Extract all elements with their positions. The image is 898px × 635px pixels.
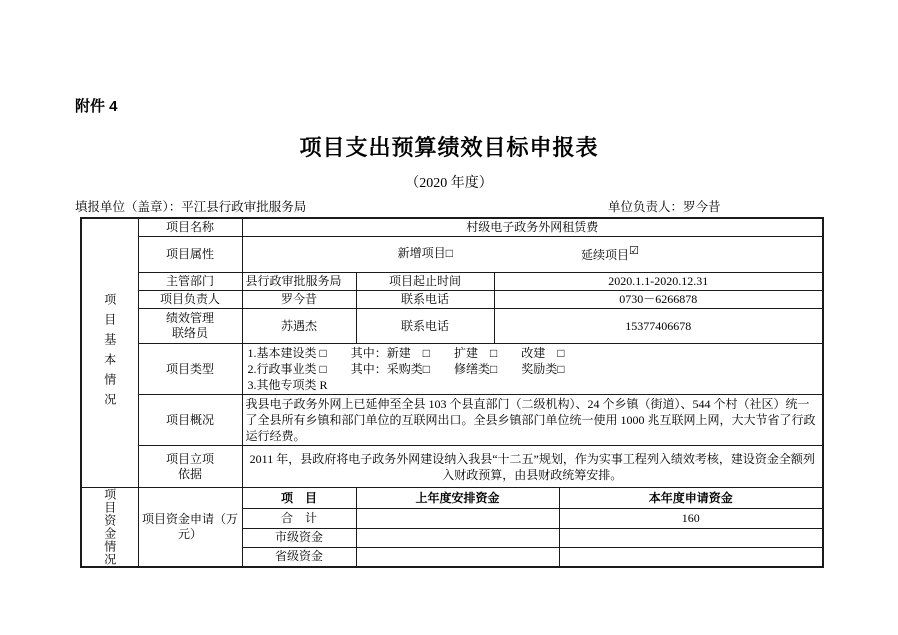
row-overview xyxy=(81,395,823,446)
project-type-line1: 1.基本建设类 □ 其中：新建 □ 扩建 □ 改建 □ xyxy=(247,346,565,360)
row-dept xyxy=(81,273,823,291)
leader-phone-label: 联系电话 xyxy=(356,291,494,309)
basis-label xyxy=(138,446,242,488)
fund-city-last-year xyxy=(356,528,559,547)
leader-phone-value: 0730－6266878 xyxy=(494,291,823,309)
project-period-value: 2020.1.1-2020.12.31 xyxy=(494,273,823,291)
section-fund-title: 项目资金情况 xyxy=(102,488,117,566)
row-liaison xyxy=(81,309,823,344)
project-type-value xyxy=(242,344,823,395)
project-type-line3: 3.其他专项类 R xyxy=(247,378,328,392)
page-subtitle: （2020 年度） xyxy=(405,176,493,191)
section-fund-sidebar xyxy=(81,488,138,568)
project-name-label: 项目名称 xyxy=(138,218,242,237)
fund-header-item: 项 目 xyxy=(242,488,356,509)
declaration-table xyxy=(80,217,824,568)
fund-province-name: 省级资金 xyxy=(242,547,356,567)
overview-value xyxy=(242,395,823,446)
fund-header-this-year: 本年度申请资金 xyxy=(559,488,823,509)
fund-city-name: 市级资金 xyxy=(242,528,356,547)
fund-city-this-year xyxy=(559,528,823,547)
basis-value xyxy=(242,446,823,488)
fund-province-this-year xyxy=(559,547,823,567)
filler-unit-label: 填报单位（盖章）：平江县行政审批服务局 xyxy=(75,200,307,214)
liaison-label-text: 绩效管理联络员 xyxy=(165,311,214,340)
liaison-phone-label: 联系电话 xyxy=(356,309,494,344)
basis-text: 2011 年，县政府将电子政务外网建设纳入我县“十二五”规划，作为实事工程列入绩效考核，建设资金全额列入财政预算，由县财政统筹安排。 xyxy=(249,451,815,482)
project-type-label: 项目类型 xyxy=(138,344,242,395)
leader-label: 项目负责人 xyxy=(138,291,242,309)
row-project-name xyxy=(81,218,823,237)
project-attr-label: 项目属性 xyxy=(138,237,242,273)
continue-project-option-label: 延续项目 xyxy=(580,248,629,262)
project-name-value: 村级电子政务外网租赁费 xyxy=(242,218,823,237)
fund-header-last-year: 上年度安排资金 xyxy=(356,488,559,509)
row-fund-header xyxy=(81,488,823,509)
fund-request-label: 项目资金申请（万元） xyxy=(138,488,242,568)
section-basic-info-title: 项目基本情况 xyxy=(102,293,117,413)
row-project-type xyxy=(81,344,823,395)
project-period-label: 项目起止时间 xyxy=(356,273,494,291)
new-project-option xyxy=(398,246,453,263)
attachment-label: 附件 4 xyxy=(75,98,118,115)
row-project-attr xyxy=(81,237,823,273)
section-basic-info-sidebar xyxy=(81,218,138,488)
liaison-phone-value: 15377406678 xyxy=(494,309,823,344)
new-project-option-label: 新增项目 xyxy=(397,246,446,260)
overview-label: 项目概况 xyxy=(138,395,242,446)
overview-text: 我县电子政务外网上已延伸至全县 103 个县直部门（二级机构）、24 个乡镇（街道）、544 个村（社区）统一了全县所有乡镇和部门单位的互联网出口。全县乡镇部门单位统一使用 1000 兆互联网上网，大大节省了行政运行经费。 xyxy=(245,397,816,443)
fund-total-this-year: 160 xyxy=(559,509,823,528)
fund-total-last-year xyxy=(356,509,559,528)
project-type-line2: 2.行政事业类 □ 其中：采购类□ 修缮类□ 奖励类□ xyxy=(247,362,565,376)
dept-value: 县行政审批服务局 xyxy=(242,273,356,291)
fund-province-last-year xyxy=(356,547,559,567)
liaison-label xyxy=(138,309,242,344)
new-project-checkbox-icon[interactable]: □ xyxy=(445,246,453,260)
basis-label-text: 项目立项依据 xyxy=(165,451,214,481)
project-attr-value xyxy=(242,237,823,273)
dept-label: 主管部门 xyxy=(138,273,242,291)
fund-total-name: 合 计 xyxy=(242,509,356,528)
row-leader xyxy=(81,291,823,309)
leader-value: 罗今昔 xyxy=(242,291,356,309)
row-basis xyxy=(81,446,823,488)
continue-project-option xyxy=(581,246,639,263)
page-title: 项目支出预算绩效目标申报表 xyxy=(299,135,599,160)
unit-head-label: 单位负责人：罗今昔 xyxy=(608,200,721,214)
liaison-value: 苏遇杰 xyxy=(242,309,356,344)
continue-project-checkbox-icon[interactable]: ☑ xyxy=(628,244,639,257)
